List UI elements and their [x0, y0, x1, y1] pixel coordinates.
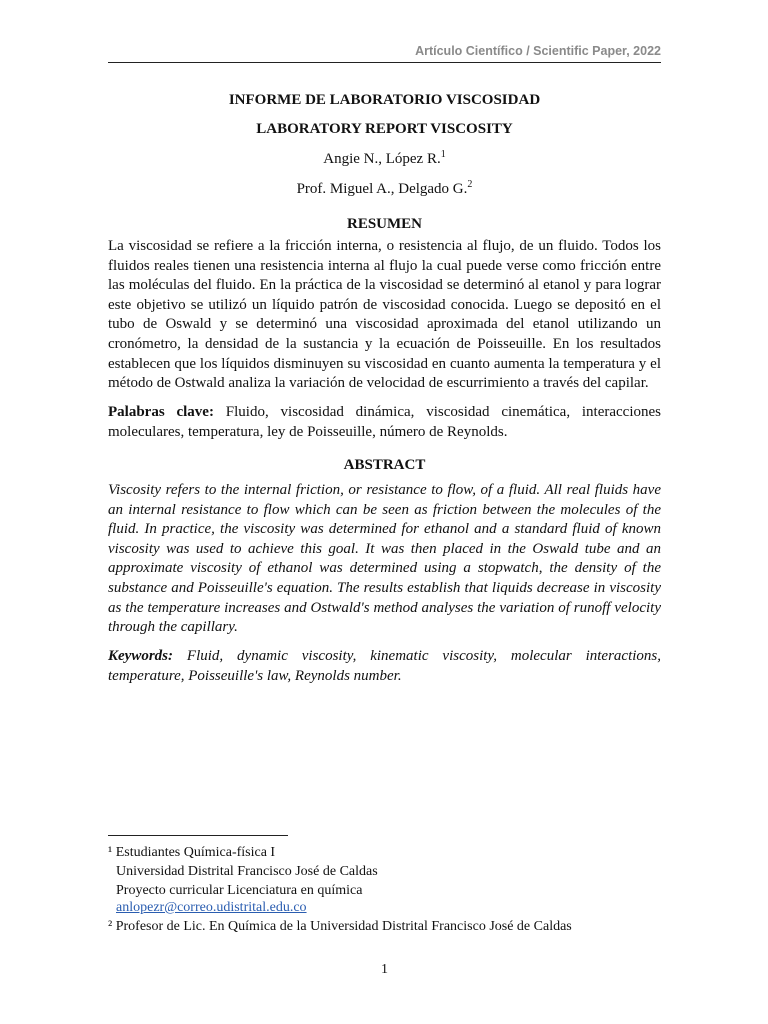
- footnote-2: [108, 917, 572, 936]
- footnote-1-line-1: [108, 843, 275, 862]
- resumen-heading: RESUMEN: [346, 216, 422, 232]
- abstract-keywords: [108, 647, 661, 686]
- footnote-email-link[interactable]: anlopezr@correo.udistrital.edu.co: [116, 900, 307, 915]
- abstract-body: Viscosity refers to the internal friction, or resistance to flow, of a fluid. All real fluids have an internal resistance to flow which can be seen as friction between the molecules of the fluid. In practice, the viscosity was determined for ethanol and a standard fluid of known viscosity was used to achieve this goal. It was then placed in the Oswald tube and an approximate viscosity of ethanol was determined using a stopwatch, the density of the substance and Poisseuille's equation. The results establish that liquids decrease in viscosity as the temperature increases and Ostwald's method analyses the variation of runoff velocity through the capillary.: [108, 482, 661, 636]
- footnote-2-mark: ²: [108, 919, 113, 934]
- abstract-heading: ABSTRACT: [343, 457, 426, 473]
- running-title: Artículo Científico / Scientific Paper, 2022: [415, 44, 661, 58]
- title-english: LABORATORY REPORT VISCOSITY: [256, 121, 513, 137]
- footnote-1-line-2: Universidad Distrital Francisco José de Caldas: [116, 864, 378, 879]
- student-authors: Angie N., López R.: [323, 151, 441, 167]
- keywords-label-en: Keywords:: [108, 648, 173, 664]
- footnote-divider: [108, 835, 288, 836]
- keywords-label-es: Palabras clave:: [108, 404, 214, 420]
- title-spanish: INFORME DE LABORATORIO VISCOSIDAD: [228, 92, 541, 108]
- keywords-es: Fluido, viscosidad dinámica, viscosidad cinemática, interacciones moleculares, temperatura, ley de Poisseuille, número de Reynolds.: [108, 404, 662, 440]
- author-footnote-mark-1: 1: [440, 149, 446, 160]
- professor-author: Prof. Miguel A., Delgado G.: [296, 181, 468, 197]
- footnote-1-mark: ¹: [108, 845, 113, 860]
- footnote-1-text-1: Estudiantes Química-física I: [115, 845, 276, 860]
- author-footnote-mark-2: 2: [467, 179, 473, 190]
- author-line-students: [108, 151, 661, 168]
- author-line-professor: [108, 181, 661, 198]
- footnote-2-text: Profesor de Lic. En Química de la Universidad Distrital Francisco José de Caldas: [115, 919, 572, 934]
- page-number: 1: [381, 962, 388, 977]
- running-header: [108, 42, 661, 63]
- footnote-1-email-row: [116, 898, 307, 917]
- resumen-keywords: [108, 403, 661, 442]
- footnote-1-line-3: Proyecto curricular Licenciatura en química: [116, 883, 363, 898]
- keywords-en: Fluid, dynamic viscosity, kinematic viscosity, molecular interactions, temperature, Poisseuille's law, Reynolds number.: [108, 648, 662, 684]
- resumen-body: La viscosidad se refiere a la fricción interna, o resistencia al flujo, de un fluido. Todos los fluidos reales tienen una resistencia interna al flujo la cual puede verse como fricción entre las moléculas del fluido. En la práctica de la viscosidad se determinó al etanol y para lograr este objetivo se utilizó un líquido patrón de viscosidad conocida. Luego se depositó en el tubo de Oswald y se determinó una viscosidad aproximada del etanol utilizando un cronómetro, la densidad de la sustancia y la ecuación de Poisseuille. En los resultados establecen que los líquidos disminuyen su viscosidad en cuanto aumenta la temperatura y el método de Ostwald analiza la variación de velocidad de escurrimiento a través del capilar.: [108, 238, 661, 392]
